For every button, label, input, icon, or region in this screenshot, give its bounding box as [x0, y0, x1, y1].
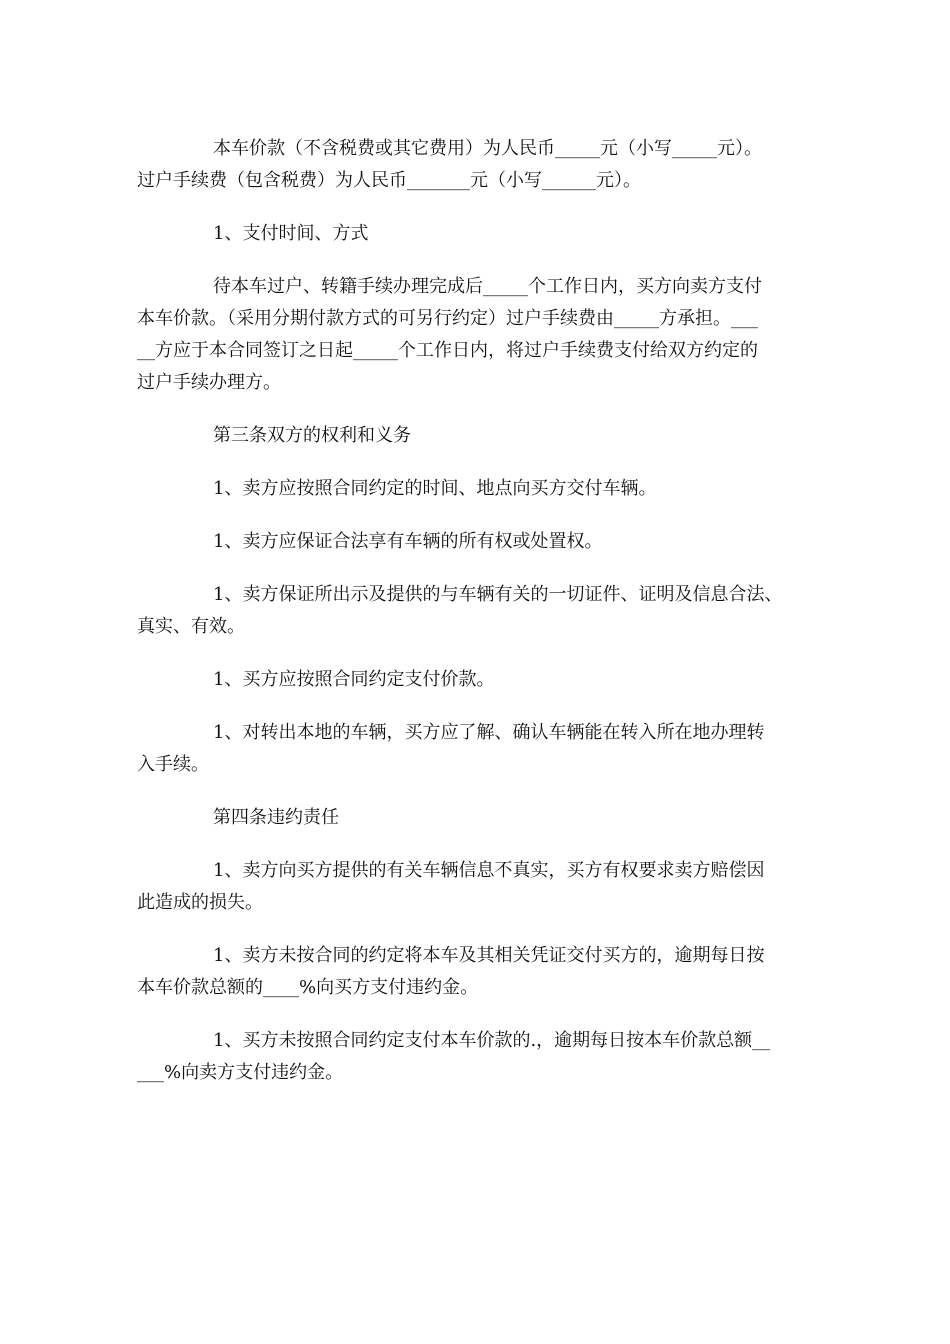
section-heading-rights	[137, 420, 805, 452]
text-line: 1、买方应按照合同约定支付价款。	[213, 669, 495, 690]
text-line: 第四条违约责任	[213, 807, 339, 828]
text-line: 过户手续费（包含税费）为人民币_______元（小写______元）。	[137, 170, 641, 191]
document-body	[137, 133, 805, 1110]
section-heading-liability	[137, 802, 805, 834]
paragraph-seller-documents	[137, 579, 805, 643]
text-line: 1、卖方应按照合同约定的时间、地点向买方交付车辆。	[213, 478, 657, 499]
paragraph-seller-late	[137, 940, 805, 1004]
text-line: 1、卖方保证所出示及提供的与车辆有关的一切证件、证明及信息合法、	[213, 584, 783, 605]
text-line: 待本车过户、转籍手续办理完成后_____个工作日内，买方向卖方支付	[213, 276, 762, 297]
text-line: 本车价款。（采用分期付款方式的可另行约定）过户手续费由_____方承担。___	[137, 308, 758, 329]
text-line: 1、买方未按照合同约定支付本车价款的.，逾期每日按本车价款总额__	[213, 1030, 771, 1051]
text-line: 本车价款（不含税费或其它费用）为人民币_____元（小写_____元）。	[213, 138, 762, 159]
text-line: 此造成的损失。	[137, 892, 263, 913]
paragraph-buyer-transfer	[137, 717, 805, 781]
paragraph-false-info	[137, 855, 805, 919]
text-line: 本车价款总额的____%向买方支付违约金。	[137, 977, 479, 998]
paragraph-buyer-late	[137, 1025, 805, 1089]
paragraph-payment-terms	[137, 271, 805, 399]
text-line: ___%向卖方支付违约金。	[137, 1062, 344, 1083]
text-line: 1、卖方应保证合法享有车辆的所有权或处置权。	[213, 531, 603, 552]
text-line: __方应于本合同签订之日起_____个工作日内，将过户手续费支付给双方约定的	[137, 340, 758, 361]
paragraph-seller-delivery	[137, 473, 805, 505]
text-line: 过户手续办理方。	[137, 372, 281, 393]
text-line: 1、对转出本地的车辆，买方应了解、确认车辆能在转入所在地办理转	[213, 722, 765, 743]
paragraph-heading-payment	[137, 218, 805, 250]
text-line: 入手续。	[137, 754, 209, 775]
text-line: 真实、有效。	[137, 616, 245, 637]
paragraph-buyer-payment	[137, 664, 805, 696]
text-line: 1、卖方未按合同的约定将本车及其相关凭证交付买方的，逾期每日按	[213, 945, 765, 966]
text-line: 1、卖方向买方提供的有关车辆信息不真实，买方有权要求卖方赔偿因	[213, 860, 765, 881]
text-line: 第三条双方的权利和义务	[213, 425, 411, 446]
text-line: 1、支付时间、方式	[213, 223, 369, 244]
paragraph-seller-ownership	[137, 526, 805, 558]
paragraph-price	[137, 133, 805, 197]
